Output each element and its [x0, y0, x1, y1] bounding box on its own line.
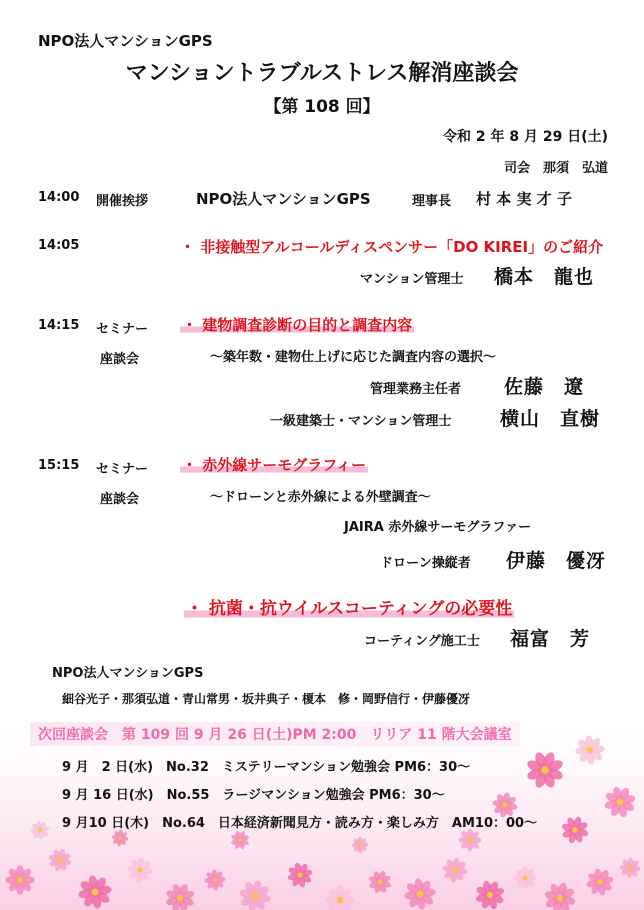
opening-role: 理事長 — [412, 194, 452, 209]
item4-speaker: 伊藤 優冴 — [506, 550, 607, 572]
cosmos-flower — [458, 828, 481, 851]
item2-topic: ・ 非接触型アルコールディスペンサー「DO KIREI」のご紹介 — [180, 238, 604, 256]
item3-label-seminar: セミナー — [96, 322, 149, 337]
session-number: 【第 108 回】 — [264, 97, 380, 117]
item5-speaker: 福富 芳 — [510, 628, 591, 650]
study-session-item: 9 月 16 日(水) No.55 ラージマンション勉強会 PM6：30～ — [62, 788, 445, 803]
opening-time: 14:00 — [38, 190, 80, 205]
opening-label: 開催挨拶 — [96, 194, 149, 209]
item3-time: 14:15 — [38, 318, 80, 333]
item4-time: 15:15 — [38, 458, 80, 473]
item2-role: マンション管理士 — [360, 272, 464, 287]
members-list: 細谷光子・那須弘道・青山常男・坂井典子・榎本 修・岡野信行・伊藤優冴 — [62, 692, 471, 706]
members-org: NPO法人マンションGPS — [52, 666, 204, 681]
opening-speaker: 村 本 実 才 子 — [476, 190, 572, 208]
item3-role1: 管理業務主任者 — [370, 382, 462, 397]
next-meeting-banner: 次回座談会 第 109 回 9 月 26 日(土)PM 2:00 リリア 11 階大会議室 — [30, 722, 520, 746]
page-title: マンショントラブルストレス解消座談会 — [125, 61, 519, 86]
item4-subtitle: ～ドローンと赤外線による外壁調査～ — [210, 490, 431, 505]
cosmos-flower — [513, 866, 536, 889]
item4-role0: JAIRA 赤外線サーモグラファー — [344, 520, 532, 535]
event-date: 令和 2 年 8 月 29 日(土) — [442, 129, 608, 145]
item3-role2: 一級建築士・マンション管理士 — [270, 414, 452, 429]
item4-topic: ・ 赤外線サーモグラフィー — [182, 456, 367, 474]
opening-org: NPO法人マンションGPS — [196, 190, 371, 208]
cosmos-flower — [5, 865, 34, 894]
item3-subtitle: ～築年数・建物仕上げに応じた調査内容の選択～ — [210, 350, 497, 365]
item2-time: 14:05 — [38, 238, 80, 253]
item3-label-discussion: 座談会 — [100, 352, 140, 367]
item4-role1: ドローン操縦者 — [380, 556, 471, 571]
item2-speaker: 橋本 龍也 — [494, 266, 595, 288]
item3-speaker2: 横山 直樹 — [500, 408, 601, 430]
moderator: 司会 那須 弘道 — [503, 161, 608, 176]
item3-topic: ・ 建物調査診断の目的と調査内容 — [182, 316, 413, 334]
study-session-item: 9 月10 日(木) No.64 日本経済新聞見方・読み方・楽しみ方 AM10：00～ — [62, 816, 538, 831]
item4-label-seminar: セミナー — [96, 462, 149, 477]
item3-speaker1: 佐藤 遼 — [504, 376, 585, 398]
item5-topic: ・ 抗菌・抗ウイルスコーティングの必要性 — [186, 599, 513, 619]
organization-name: NPO法人マンションGPS — [38, 32, 213, 50]
item4-label-discussion: 座談会 — [100, 492, 140, 507]
study-session-item: 9 月 2 日(水) No.32 ミステリーマンション勉強会 PM6：30～ — [62, 760, 471, 775]
item5-role: コーティング施工士 — [364, 634, 480, 649]
